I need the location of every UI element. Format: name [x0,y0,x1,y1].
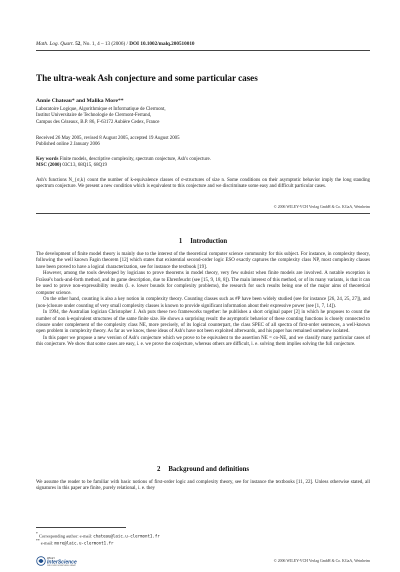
section-title: Background and definitions [168,466,250,473]
introduction-body [36,252,370,349]
section-title: Introduction [190,238,228,245]
journal-issue-pages: , No. 1, 4 – 13 (2006) / [80,41,128,47]
header-rule [36,50,370,51]
received-dates: Received 26 May 2005, revised 8 August 2005, accepted 19 August 2005 [36,136,180,141]
section-heading-introduction [36,238,370,245]
keywords: Finite models, descriptive complexity, spectrum conjecture, Ash's conjecture. [59,157,211,162]
paragraph: In 1994, the Australian logician Christopher J. Ash puts these two frameworks together: he publishes a short original paper [2] in which he proposes to count the number of non k-equivalent structures of the same finite size. He shows a surprising result: the asymptotic behavior of these counting functions is closely connected to closure under complement of the complexity class NE, more precisely, of its logical counterpart, the class SPEC of all spectra of first-order sentences, a well-known open problem in complexity theory. As far as we know, these ideas of Ash's have not been exploited afterwards, and his paper has remained somehow isolated. [36,310,370,335]
copyright-notice: © 2006 WILEY-VCH Verlag GmbH & Co. KGaA, Weinheim [273,559,370,563]
footnote-label: e-mail: [40,540,54,546]
published-date: Published online 2 January 2006 [36,142,100,148]
affiliation-line: Campus des Cézeaux, B.P. 86, F-63172 Aubière Cedex, France [36,119,160,125]
journal-doi: DOI 10.1002/malq.200510010 [129,41,195,47]
keywords-label: Key words [36,157,59,162]
abstract: Ash's functions N_{σ,k} count the number of k-equivalence classes of σ-structures of size n. Some conditions on their asymptotic behavior imply the long standing spectrum conjecture. We present a new condition which is equivalent to this conjecture and we discriminate some easy and difficult particular cases. [36,178,370,190]
paragraph: However, among the tools developed by logicians to prove theorems in model theory, very few subsist when finite models are involved. A notable exception is Fraïssé's back-and-forth method, and its game description, due to Ehrenfeucht (see [15, 9, 18, 8]). The main interest of this method, or of its many variants, is that it can be used to prove non-expressibility results (i. e. lower bounds for complexity problems), the research for such results being one of the major aims of theoretical computer science. [36,271,370,296]
section-number: 2 [156,466,161,473]
article-title: The ultra-weak Ash conjecture and some particular cases [36,73,258,83]
section-number: 1 [178,238,183,245]
background-body [36,480,370,493]
affiliation [36,107,166,126]
section-heading-background [36,466,370,473]
journal-header [36,41,195,47]
keywords-block [36,157,370,170]
footnote-mark: ** [36,539,40,544]
abstract-rule [36,213,370,214]
wiley-interscience-logo [36,554,96,572]
affiliation-line: Institut Universitaire de Technologie de Clermont-Ferrand, [36,113,152,119]
footnote-label: Corresponding author: e-mail: [38,533,93,539]
publication-dates [36,136,180,149]
footnote-email[interactable]: chateau@laic.u-clermont1.fr [93,533,160,539]
footnote [36,532,160,539]
article-authors: Annie Chateau* and Malika More** [36,98,124,104]
footnote [36,539,160,546]
wiley-logo-icon [36,555,96,567]
logo-line-1: WILEY [47,557,56,560]
paragraph: On the other hand, counting is also a key notion in complexity theory. Counting classes such as #P have been widely studied (see for instance [26, 24, 25, 27]), and (non-)closure under counting of very small complexity classes is known to provide significant information about their expressive power (see [1, 7, 14]). [36,297,370,309]
journal-volume: 52 [75,41,81,47]
logo-line-3: DISCOVER SOMETHING GREAT [47,565,76,567]
journal-name: Math. Log. Quart. [36,41,74,47]
affiliation-line: Laboratoire Logique, Algorithmique et Informatique de Clermont, [36,107,166,112]
logo-line-2: InterScience [47,559,77,566]
paragraph: The development of finite model theory is mainly due to the interest of the theoretical computer science community for this subject. For instance, in complexity theory, following the well known Fagin theorem [12] which states that existential second-order logic ESO exactly captures the complexity class NP, most complexity classes have been proved to have a logical characterization, see for instance the textbook [19]. [36,252,370,270]
footnote-mark: * [36,532,38,536]
footnote-rule [36,527,126,528]
footnotes [36,532,160,546]
paragraph: In this paper we propose a new version of Ash's conjecture which we prove to be equivalent to the assertion NE = co-NE, and we classify many particular cases of this conjecture. We show that some cases are easy, i. e. we prove the conjecture, whereas others are difficult, i. e. solving them implies solving the full conjecture. [36,335,370,348]
footnote-email[interactable]: more@laic.u-clermont1.fr [54,540,114,546]
copyright-notice: © 2006 WILEY-VCH Verlag GmbH & Co. KGaA, Weinheim [273,205,370,209]
msc-codes: 03C13, 68Q15, 68Q19 [62,163,107,169]
msc-label: MSC (2000) [36,163,62,169]
paragraph: We assume the reader to be familiar with basic notions of first-order logic and complexity theory, see for instance the textbooks [11, 22]. Unless otherwise stated, all signatures in this paper are finite, purely relational, i. e. they [36,480,370,492]
